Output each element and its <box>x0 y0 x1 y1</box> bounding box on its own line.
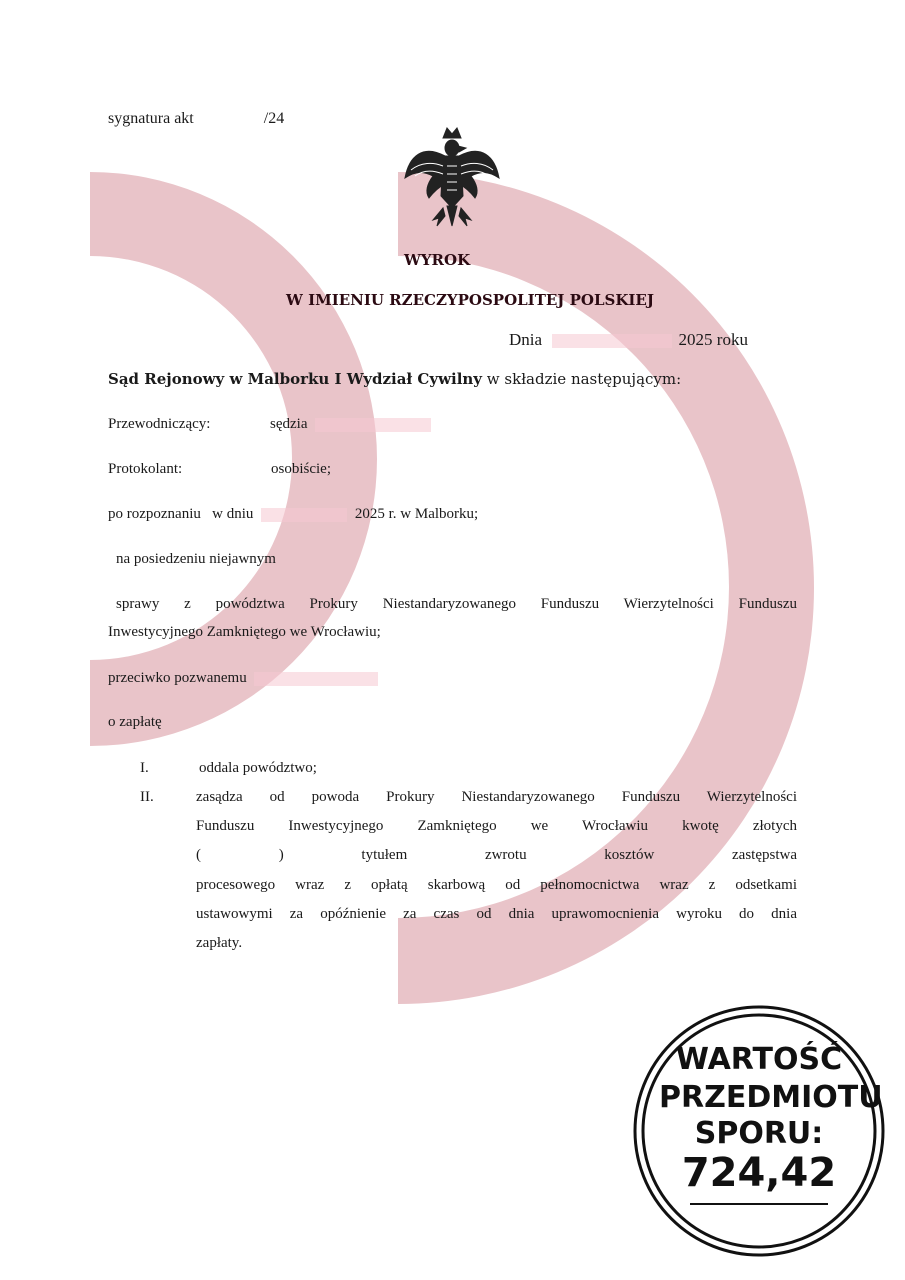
badge-line-2: PRZEDMIOTU <box>659 1080 883 1115</box>
ruling-2-line-2: Funduszu Inwestycyjnego Zamkniętego we Wrocławiu kwotę złotych <box>196 818 797 834</box>
ruling-2-line-4: procesowego wraz z opłatą skarbową od pełnomocnictwa wraz z odsetkami <box>196 877 797 893</box>
ruling-1-number: I. <box>140 760 149 776</box>
ruling-2-line-6: zapłaty. <box>196 935 243 951</box>
signature-suffix: /24 <box>263 110 285 127</box>
badge-value: 724,42 <box>681 1150 837 1196</box>
judgment-subtitle: W IMIENIU RZECZYPOSPOLITEJ POLSKIEJ <box>286 291 654 309</box>
signature-label: sygnatura akt <box>108 110 194 127</box>
badge-line-1: WARTOŚĆ <box>675 1042 843 1077</box>
hearing-prefix: po rozpoznaniu w dniu <box>108 506 254 522</box>
judgment-title: WYROK <box>404 251 471 269</box>
court-composition-text: w składzie następującym: <box>486 370 682 388</box>
hearing-line <box>108 506 478 523</box>
case-signature <box>108 110 284 128</box>
defendant-line <box>108 670 378 687</box>
hearing-suffix: 2025 r. w Malborku; <box>354 506 479 522</box>
date-suffix: 2025 roku <box>678 330 748 349</box>
chair-title: sędzia <box>270 416 308 432</box>
dispute-value-badge <box>632 1004 886 1258</box>
chair-label: Przewodniczący: <box>108 416 211 432</box>
watermark-left-arc <box>90 172 377 746</box>
date-line <box>509 330 748 350</box>
clerk-label: Protokolant: <box>108 461 183 477</box>
court-name: Sąd Rejonowy w Malborku I Wydział Cywilny <box>108 370 483 388</box>
date-prefix: Dnia <box>509 330 543 349</box>
chair-value <box>270 416 431 433</box>
polish-eagle-icon <box>403 126 501 230</box>
case-subject: o zapłatę <box>108 714 162 730</box>
clerk-value: osobiście; <box>271 461 331 477</box>
ruling-1-text: oddala powództwo; <box>199 760 317 776</box>
ruling-2-line-5: ustawowymi za opóźnienie za czas od dnia uprawomocnienia wyroku do dnia <box>196 906 797 922</box>
redacted-judge-name <box>315 418 431 432</box>
session-type: na posiedzeniu niejawnym <box>116 551 276 567</box>
ruling-2-line-1: zasądza od powoda Prokury Niestandaryzowanego Funduszu Wierzytelności <box>196 789 797 805</box>
ruling-2-number: II. <box>140 789 154 805</box>
case-line-2: Inwestycyjnego Zamkniętego we Wrocławiu; <box>108 624 381 640</box>
court-line <box>108 370 681 388</box>
defendant-label: przeciwko pozwanemu <box>108 670 247 686</box>
redacted-defendant <box>254 672 378 686</box>
redacted-date <box>552 334 672 348</box>
badge-line-3: SPORU: <box>694 1116 824 1151</box>
redacted-hearing-date <box>261 508 347 522</box>
ruling-2-line-3: ( ) tytułem zwrotu kosztów zastępstwa <box>196 847 797 863</box>
case-line-1: sprawy z powództwa Prokury Niestandaryzowanego Funduszu Wierzytelności Funduszu <box>116 596 797 612</box>
